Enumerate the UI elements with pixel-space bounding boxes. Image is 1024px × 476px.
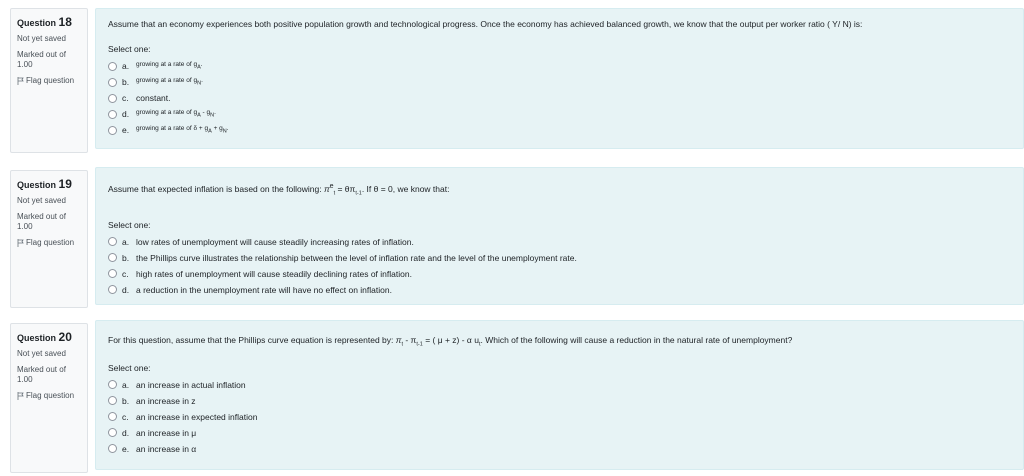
question-content-18 [95,8,1024,149]
answer-text: an increase in actual inflation [136,379,246,390]
grade-label: Marked out of [17,50,66,59]
radio-button[interactable] [108,126,117,135]
answer-letter: d. [122,427,130,438]
answer-letter: c. [122,93,129,104]
answer-text: an increase in α [136,443,197,454]
question-state: Not yet saved [17,349,66,358]
question-state: Not yet saved [17,196,66,205]
question-label: Question [17,18,57,28]
radio-button[interactable] [108,94,117,103]
question-state: Not yet saved [17,34,66,43]
answer-letter: a. [122,379,130,390]
select-one-prompt: Select one: [108,362,151,373]
answer-letter: a. [122,236,130,247]
answer-text: an increase in expected inflation [136,411,258,422]
answer-option[interactable] [108,282,1011,298]
answer-list [108,377,1011,457]
answer-letter: b. [122,252,130,263]
question-text: Assume that an economy experiences both positive population growth and technological progress. Once the economy has achieved balanced growth, we know that the output per worker ratio ( Y/ N) is: [108,19,863,29]
flag-icon [17,77,24,85]
answer-option[interactable] [108,106,1011,122]
answer-option[interactable] [108,409,1011,425]
question-grade [17,50,81,70]
flag-question-button[interactable] [17,391,81,401]
radio-button[interactable] [108,237,117,246]
flag-label: Flag question [26,238,75,247]
radio-button[interactable] [108,285,117,294]
flag-question-button[interactable] [17,76,81,86]
radio-button[interactable] [108,428,117,437]
answer-option[interactable] [108,250,1011,266]
flag-icon [17,239,24,247]
flag-icon [17,392,24,400]
answer-text: constant. [136,93,171,104]
answer-option[interactable] [108,58,1011,74]
question-number [17,330,81,345]
answer-text: growing at a rate of $\delta + g_A + g_N$. [136,125,229,135]
answer-option[interactable] [108,441,1011,457]
radio-button[interactable] [108,444,117,453]
answer-letter: e. [122,125,130,136]
radio-button[interactable] [108,412,117,421]
answer-text: high rates of unemployment will cause steadily declining rates of inflation. [136,268,412,279]
question-grade [17,365,81,385]
question-grade [17,212,81,232]
radio-button[interactable] [108,78,117,87]
question-info-20 [10,323,88,473]
question-text: For this question, assume that the Phillips curve equation is represented by: $\pi_t - \pi_{t-1}$ = ( μ + z) - α $u_t$. Which of the following will cause a reduction in the natural rate of unemployment? [108,335,793,348]
grade-value: 1.00 [17,60,33,69]
answer-option[interactable] [108,377,1011,393]
answer-list [108,58,1011,138]
answer-text: growing at a rate of $g_A$. [136,61,203,71]
answer-letter: c. [122,411,129,422]
answer-text: an increase in z [136,395,196,406]
answer-option[interactable] [108,393,1011,409]
answer-letter: d. [122,284,130,295]
answer-letter: b. [122,395,130,406]
question-number [17,15,81,30]
answer-text: low rates of unemployment will cause steadily increasing rates of inflation. [136,236,414,247]
answer-letter: b. [122,77,130,88]
answer-text: the Phillips curve illustrates the relationship between the level of inflation rate and the level of the unemployment rate. [136,252,577,263]
answer-letter: a. [122,61,130,72]
select-one-prompt: Select one: [108,44,151,55]
grade-value: 1.00 [17,222,33,231]
question-number [17,177,81,192]
radio-button[interactable] [108,62,117,71]
answer-option[interactable] [108,266,1011,282]
radio-button[interactable] [108,110,117,119]
question-info-19 [10,170,88,308]
grade-label: Marked out of [17,212,66,221]
question-content-20 [95,320,1024,470]
answer-option[interactable] [108,90,1011,106]
question-content-19 [95,167,1024,305]
question-number-value: 20 [58,330,72,344]
radio-button[interactable] [108,269,117,278]
answer-letter: c. [122,268,129,279]
answer-text: growing at a rate of $g_A - g_N$. [136,109,216,119]
flag-label: Flag question [26,76,75,85]
select-one-prompt: Select one: [108,219,151,230]
question-label: Question [17,180,57,190]
grade-label: Marked out of [17,365,66,374]
flag-label: Flag question [26,391,75,400]
flag-question-button[interactable] [17,238,81,248]
phillips-curve-formula: $\pi_t - \pi_{t-1}$ = ( μ + z) - α $u_t$ [395,335,481,348]
radio-button[interactable] [108,253,117,262]
answer-option[interactable] [108,234,1011,250]
radio-button[interactable] [108,396,117,405]
question-label: Question [17,333,57,343]
question-info-18 [10,8,88,153]
answer-option[interactable] [108,425,1011,441]
answer-option[interactable] [108,122,1011,138]
answer-text: an increase in μ [136,427,197,438]
expected-inflation-formula: $\pi^e_t = \theta\pi_{t-1}$ [323,182,362,197]
answer-option[interactable] [108,74,1011,90]
answer-letter: e. [122,443,130,454]
answer-text: growing at a rate of $g_N$. [136,77,203,87]
grade-value: 1.00 [17,375,33,384]
answer-list [108,234,1011,298]
radio-button[interactable] [108,380,117,389]
question-number-value: 19 [58,177,72,191]
question-text: Assume that expected inflation is based on the following: $\pi^e_t = \theta\pi_{t-1}$. If θ = 0, we know that: [108,182,450,197]
question-number-value: 18 [58,15,72,29]
answer-letter: d. [122,109,130,120]
answer-text: a reduction in the unemployment rate will have no effect on inflation. [136,284,392,295]
